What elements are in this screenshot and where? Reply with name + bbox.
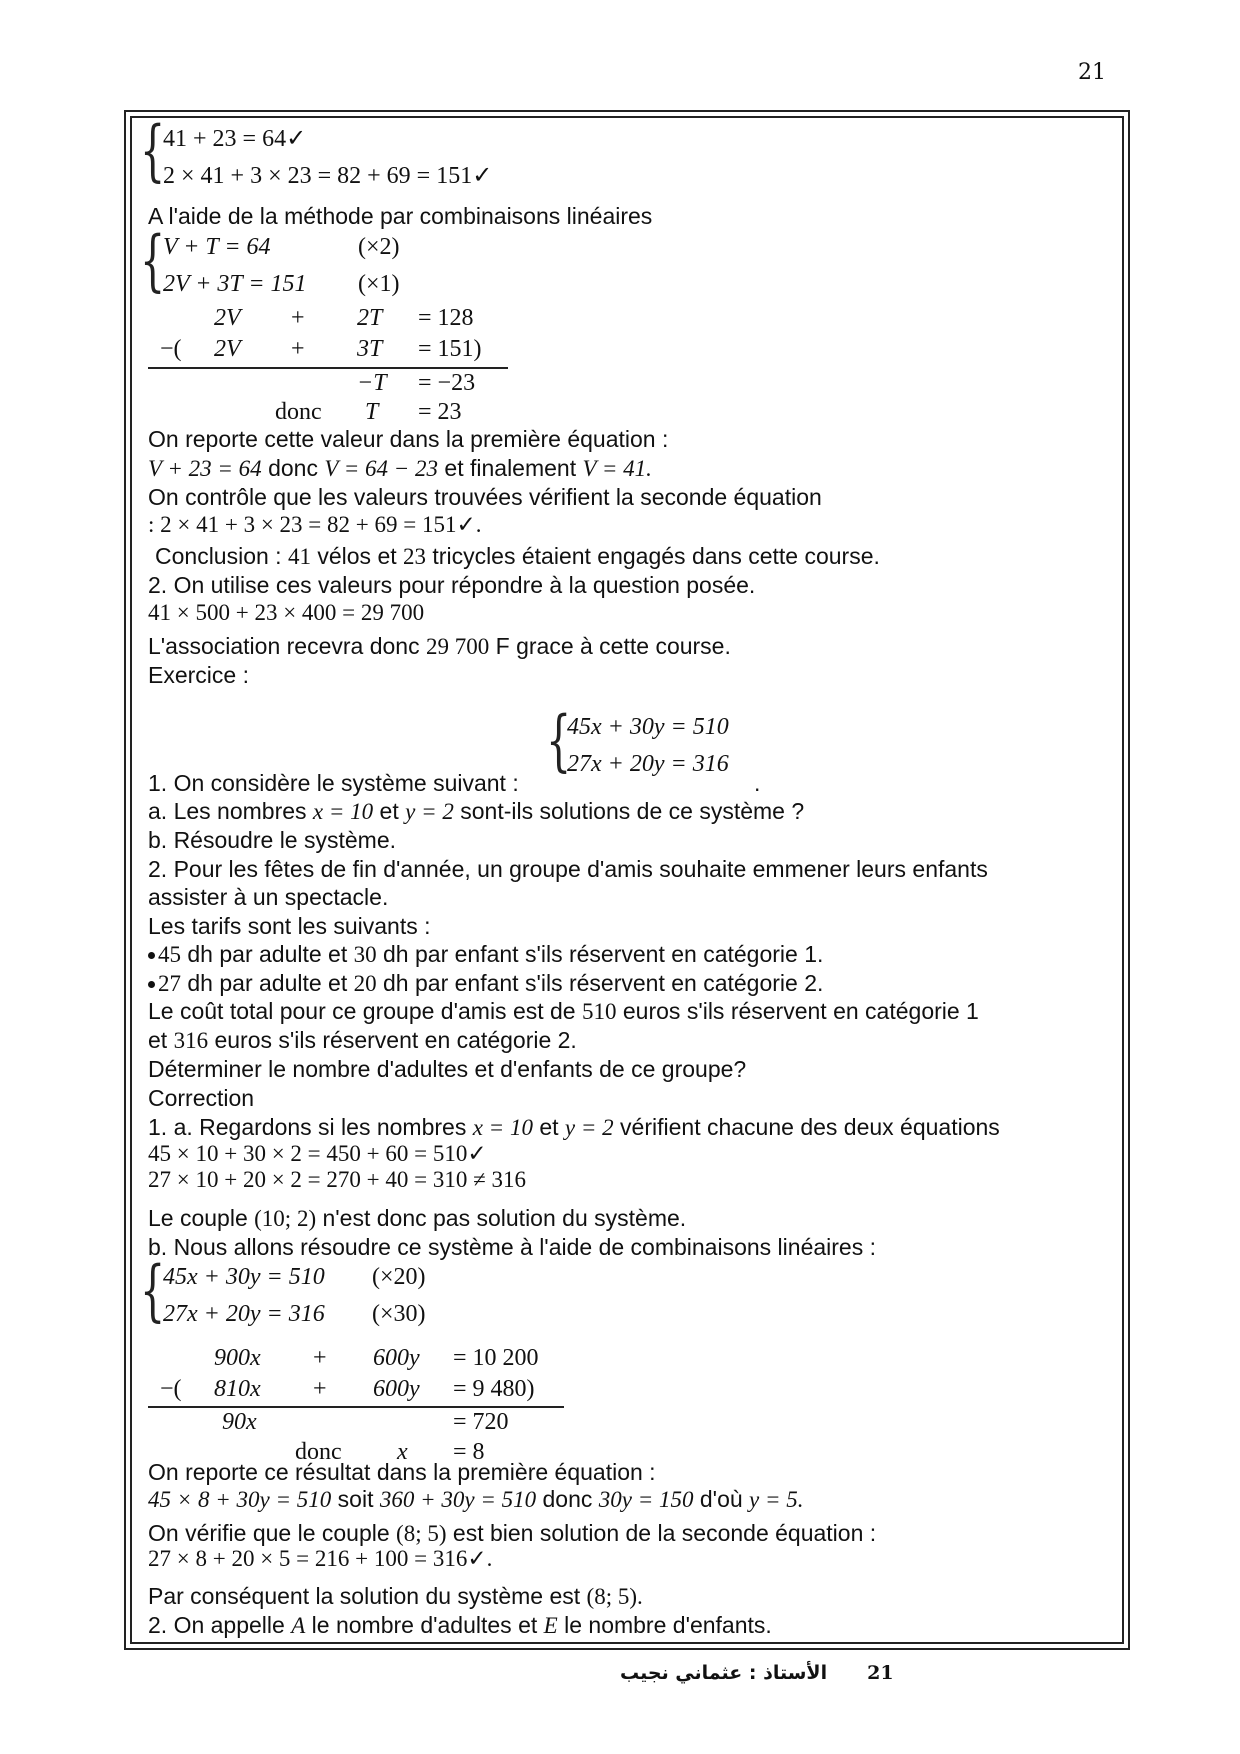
system1-eq2: 2 × 41 + 3 × 23 = 82 + 69 = 151✓ — [163, 163, 493, 189]
exercise-qa: a. Les nombres x = 10 et y = 2 sont-ils solutions de ce système ? — [148, 798, 805, 824]
footer — [620, 1662, 894, 1684]
system-brace: { — [546, 702, 572, 779]
calc2-r2-prefix: −( — [160, 1376, 182, 1402]
text-line: 2. On utilise ces valeurs pour répondre à la question posée. — [148, 572, 756, 598]
calc2-r1-term2: 600y — [373, 1345, 420, 1371]
correction-line: Le couple (10; 2) n'est donc pas solution du système. — [148, 1205, 687, 1231]
text-line: 41 × 500 + 23 × 400 = 29 700 — [148, 600, 425, 625]
calc1-r2-prefix: −( — [160, 336, 182, 362]
exercise-q2: assister à un spectacle. — [148, 884, 389, 910]
calc2-r4-donc: donc — [295, 1439, 342, 1465]
system3-eq1: 45x + 30y = 510 — [567, 714, 729, 740]
system-brace: { — [140, 1252, 166, 1329]
page-number: 21 — [1078, 60, 1106, 85]
system4-eq2: 27x + 20y = 316 — [163, 1301, 325, 1327]
text-line: 45 × 8 + 30y = 510 soit 360 + 30y = 510 donc 30y = 150 d'où y = 5. — [148, 1486, 804, 1512]
text-line: 2. On appelle A le nombre d'adultes et E le nombre d'enfants. — [148, 1612, 772, 1638]
exercise-qb: b. Résoudre le système. — [148, 827, 397, 853]
exercise-q1: 1. On considère le système suivant : . — [148, 770, 761, 796]
system2-mult1: (×2) — [358, 234, 400, 260]
text-line: Par conséquent la solution du système est (8; 5). — [148, 1583, 643, 1609]
footer-teacher: الأستاذ : عثماني نجيب — [620, 1662, 828, 1684]
calc2-r2-result: = 9 480) — [453, 1376, 535, 1402]
cost-line: et 316 euros s'ils réservent en catégorie 2. — [148, 1027, 577, 1053]
calc2-divider — [148, 1406, 564, 1408]
correction-line: b. Nous allons résoudre ce système à l'aide de combinaisons linéaires : — [148, 1234, 876, 1260]
calc1-r4-result: = 23 — [418, 399, 462, 425]
calc1-r2-term1: 2V — [214, 336, 241, 362]
calc2-r3-result: = 720 — [453, 1409, 509, 1435]
system2-eq1: V + T = 64 — [163, 234, 271, 260]
footer-page-number: 21 — [867, 1662, 894, 1684]
calc2-r1-plus: + — [313, 1345, 327, 1371]
calc2-r4-var: x — [397, 1439, 408, 1465]
text-line: On reporte ce résultat dans la première équation : — [148, 1459, 656, 1485]
system3-eq2: 27x + 20y = 316 — [567, 751, 729, 777]
text-line: On reporte cette valeur dans la première équation : — [148, 426, 669, 452]
text-line: On vérifie que le couple (8; 5) est bien solution de la seconde équation : — [148, 1520, 877, 1546]
system-brace: { — [140, 222, 166, 299]
exercise-title: Exercice : — [148, 662, 249, 688]
system1-eq1: 41 + 23 = 64✓ — [163, 126, 307, 152]
calc1-r2-term2: 3T — [357, 336, 383, 362]
exercise-determine: Déterminer le nombre d'adultes et d'enfants de ce groupe? — [148, 1056, 747, 1082]
system4-mult2: (×30) — [372, 1301, 426, 1327]
calc1-r2-plus: + — [291, 336, 305, 362]
tarif-bullet: 45 dh par adulte et 30 dh par enfant s'ils réservent en catégorie 1. — [148, 941, 823, 968]
calc1-r1-term2: 2T — [357, 305, 383, 331]
text-line: 27 × 8 + 20 × 5 = 216 + 100 = 316✓. — [148, 1546, 493, 1571]
calc1-r4-var: T — [365, 399, 379, 425]
text-line: On contrôle que les valeurs trouvées vérifient la seconde équation — [148, 484, 822, 510]
text-line: Conclusion : 41 vélos et 23 tricycles étaient engagés dans cette course. — [155, 543, 880, 569]
calc2-r1-result: = 10 200 — [453, 1345, 539, 1371]
system4-mult1: (×20) — [372, 1264, 426, 1290]
cost-line: Le coût total pour ce groupe d'amis est de 510 euros s'ils réservent en catégorie 1 — [148, 998, 979, 1024]
calc1-r1-term1: 2V — [214, 305, 241, 331]
calc1-r3-result: = −23 — [418, 370, 476, 396]
system4-eq1: 45x + 30y = 510 — [163, 1264, 325, 1290]
calc2-r3-term: 90x — [222, 1409, 257, 1435]
tarif-bullet: 27 dh par adulte et 20 dh par enfant s'ils réservent en catégorie 2. — [148, 970, 823, 997]
bullet-icon — [148, 952, 155, 959]
calc1-r2-result: = 151) — [418, 336, 482, 362]
system2-eq2: 2V + 3T = 151 — [163, 271, 307, 297]
correction-title: Correction — [148, 1085, 255, 1111]
text-line: L'association recevra donc 29 700 F grace à cette course. — [148, 633, 731, 659]
text-line: V + 23 = 64 donc V = 64 − 23 et finalement V = 41. — [148, 455, 652, 481]
correction-line: 27 × 10 + 20 × 2 = 270 + 40 = 310 ≠ 316 — [148, 1167, 526, 1192]
method-title: A l'aide de la méthode par combinaisons linéaires — [148, 203, 653, 229]
calc1-r4-donc: donc — [275, 399, 322, 425]
calc2-r2-plus: + — [313, 1376, 327, 1402]
correction-line: 1. a. Regardons si les nombres x = 10 et y = 2 vérifient chacune des deux équations — [148, 1114, 1000, 1140]
system-brace: { — [140, 112, 166, 189]
bullet-icon — [148, 981, 155, 988]
calc2-r4-result: = 8 — [453, 1439, 485, 1465]
system2-mult2: (×1) — [358, 271, 400, 297]
tarifs-title: Les tarifs sont les suivants : — [148, 913, 431, 939]
calc1-divider — [148, 367, 508, 369]
calc1-r3-term: −T — [357, 370, 387, 396]
calc2-r2-term1: 810x — [214, 1376, 261, 1402]
calc1-r1-result: = 128 — [418, 305, 474, 331]
correction-line: 45 × 10 + 30 × 2 = 450 + 60 = 510✓ — [148, 1141, 487, 1166]
calc1-r1-plus: + — [291, 305, 305, 331]
text-line: : 2 × 41 + 3 × 23 = 82 + 69 = 151✓. — [148, 512, 482, 537]
exercise-q2: 2. Pour les fêtes de fin d'année, un groupe d'amis souhaite emmener leurs enfants — [148, 856, 988, 882]
calc2-r1-term1: 900x — [214, 1345, 261, 1371]
calc2-r2-term2: 600y — [373, 1376, 420, 1402]
